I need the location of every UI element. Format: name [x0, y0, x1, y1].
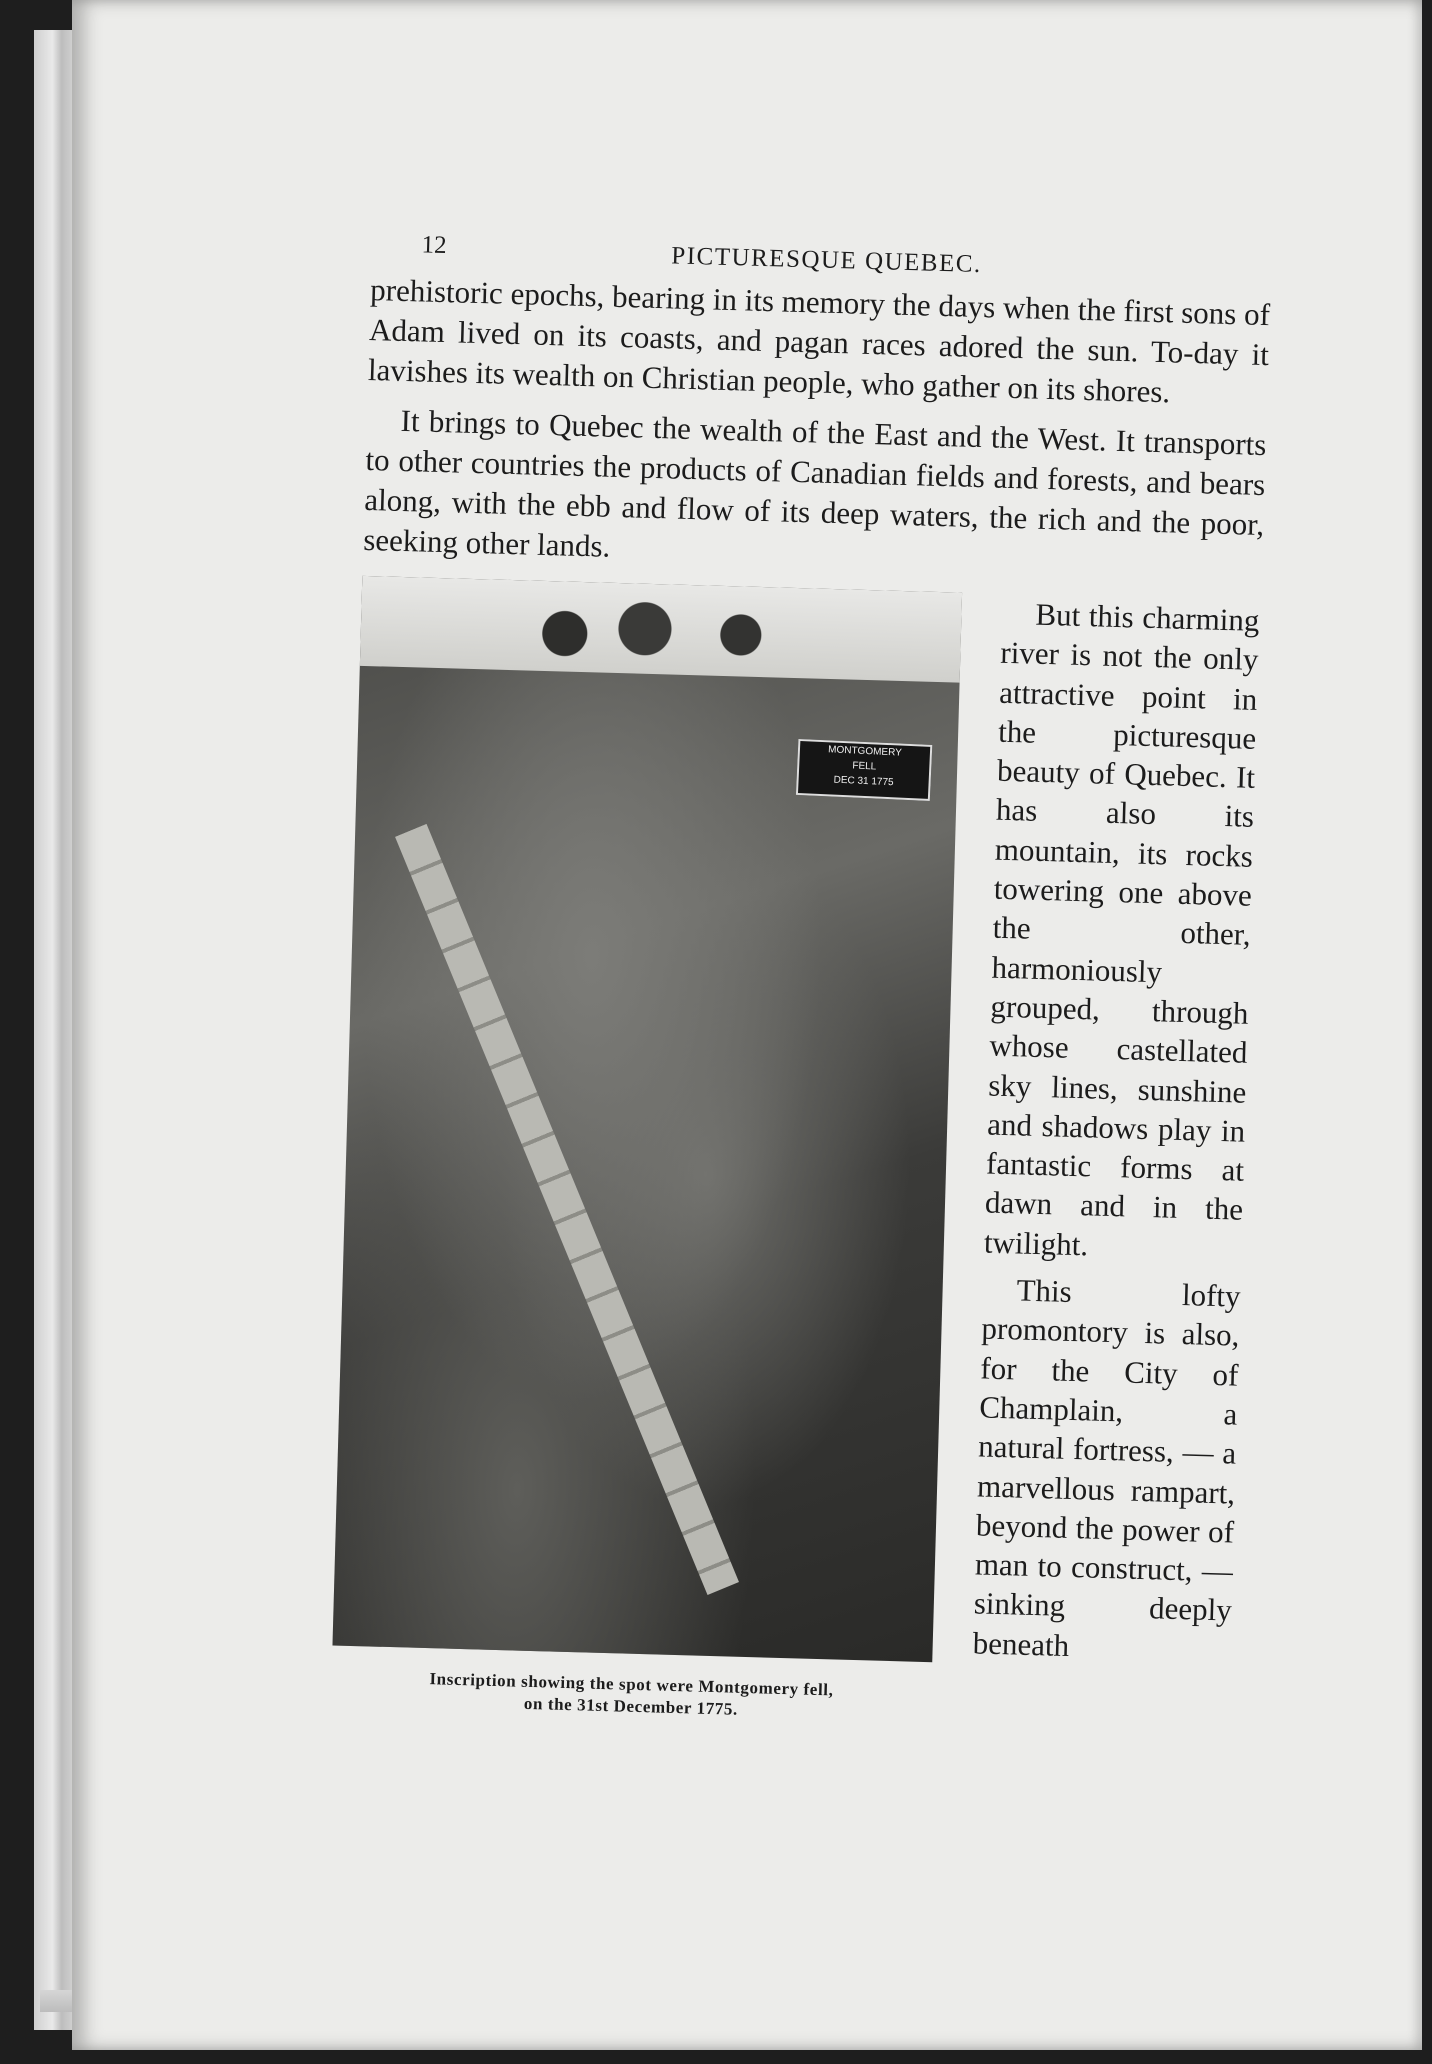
paragraph-3: But this charming river is not the only attractive point in the picturesque beauty of Quebec. It has also its mountain, its rocks towering one above the other, harmoniously grouped, through whose castellated sky lines, sunshine and shadows play in fantastic forms at dawn and in the twilight. [983, 596, 1260, 1263]
side-column [972, 594, 1260, 1678]
paragraph-2: It brings to Quebec the wealth of the East and the West. It transports to other countries the products of Canadian fields and forests, and bears along, with the ebb and flow of its deep waters, the rich and the poor, seeking other lands. [362, 402, 1267, 564]
page-number: 12 [421, 231, 447, 260]
figure-caption [341, 1666, 922, 1726]
sign-line-1: MONTGOMERY [827, 744, 903, 759]
figure-row [331, 576, 1262, 1731]
paragraph-4: This lofty promontory is also, for the City of Champlain, a natural fortress, — a marvellous rampart, beyond the power of man to construct, — sinking deeply beneath [972, 1272, 1242, 1663]
photograph-montgomery-site [332, 576, 962, 1662]
photo-inscription-sign [796, 739, 932, 801]
paragraph-1: prehistoric epochs, bearing in its memory the days when the first sons of Adam lived on its coasts, and pagan races adored the sun. To-day it lavishes its wealth on Christian people, who gather on its shores. [367, 271, 1271, 410]
sign-line-2: FELL [852, 760, 877, 773]
photo-trees [500, 590, 822, 669]
caption-line-2: on the 31st December 1775. [523, 1693, 739, 1719]
page-content [331, 230, 1272, 1731]
caption-line-1: Inscription showing the spot were Montgomery fell, [429, 1669, 834, 1700]
sign-line-3: DEC 31 1775 [833, 774, 894, 789]
running-title: PICTURESQUE QUEBEC. [671, 242, 983, 279]
book-page [72, 0, 1422, 2050]
photo-stone-wall [395, 824, 739, 1595]
